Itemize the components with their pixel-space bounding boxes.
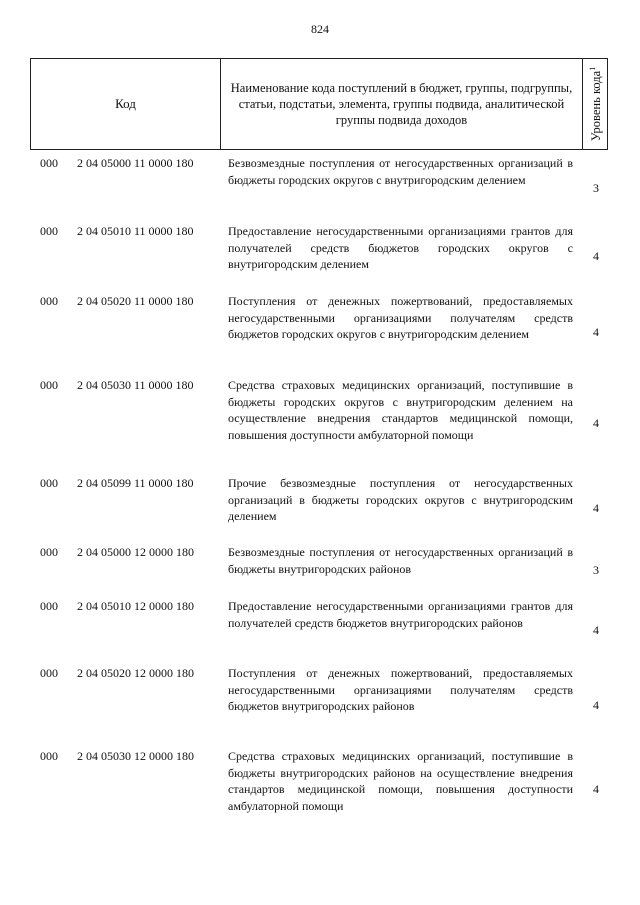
code-level: 4 [593,249,599,263]
income-name: Безвозмездные поступления от негосударственных организаций в бюджеты внутригородских районов [228,545,573,576]
admin-code: 000 [40,378,58,392]
income-code: 2 04 05099 11 0000 180 [77,476,194,490]
code-level: 4 [593,416,599,430]
income-code: 2 04 05010 11 0000 180 [77,224,194,238]
header-level-footnote: 1 [587,66,597,71]
income-code: 2 04 05010 12 0000 180 [77,599,194,613]
admin-code: 000 [40,294,58,308]
income-code: 2 04 05030 11 0000 180 [77,378,194,392]
income-code: 2 04 05000 11 0000 180 [77,156,194,170]
income-name: Поступления от денежных пожертвований, предоставляемых негосударственными организациями получателям средств бюджетов внутригородских районов [228,666,573,713]
admin-code: 000 [40,749,58,763]
header-name-label: Наименование кода поступлений в бюджет, группы, подгруппы, статьи, подстатьи, элемента, группы подвида, аналитической группы подвида доходов [230,81,573,127]
income-name: Безвозмездные поступления от негосударственных организаций в бюджеты городских округов с внутригородским делением [228,156,573,187]
income-name: Средства страховых медицинских организаций, поступившие в бюджеты внутригородских районов на осуществление внедрения стандартов медицинской помощи, повышения доступности амбулаторной помощи [228,749,573,813]
admin-code: 000 [40,224,58,238]
admin-code: 000 [40,599,58,613]
header-code [31,59,221,149]
income-name: Предоставление негосударственными организациями грантов для получателей средств бюджетов внутригородских районов [228,599,573,630]
income-code: 2 04 05030 12 0000 180 [77,749,194,763]
income-name: Прочие безвозмездные поступления от негосударственных организаций в бюджеты городских округов с внутригородским делением [228,476,573,523]
header-name [221,59,583,149]
admin-code: 000 [40,545,58,559]
code-level: 3 [593,181,599,195]
income-name: Поступления от денежных пожертвований, предоставляемых негосударственными организациями получателям средств бюджетов городских округов с внутригородским делением [228,294,573,341]
income-name: Средства страховых медицинских организаций, поступившие в бюджеты городских округов с внутригородским делением на осуществление внедрения стандартов медицинской помощи, повышения доступности амбулаторной помощи [228,378,573,442]
header-level-label: Уровень кода [589,70,604,142]
income-name: Предоставление негосударственными организациями грантов для получателей средств бюджетов городских округов с внутригородским делением [228,224,573,271]
header-level [583,59,609,149]
code-level: 4 [593,698,599,712]
income-code: 2 04 05020 12 0000 180 [77,666,194,680]
admin-code: 000 [40,156,58,170]
header-level-rotated [588,67,604,141]
header-code-label: Код [115,96,136,111]
code-level: 4 [593,782,599,796]
code-level: 4 [593,501,599,515]
code-level: 3 [593,563,599,577]
income-code: 2 04 05020 11 0000 180 [77,294,194,308]
table-header [30,58,608,150]
page-number: 824 [311,22,329,36]
code-level: 4 [593,325,599,339]
code-level: 4 [593,623,599,637]
admin-code: 000 [40,666,58,680]
admin-code: 000 [40,476,58,490]
income-code: 2 04 05000 12 0000 180 [77,545,194,559]
